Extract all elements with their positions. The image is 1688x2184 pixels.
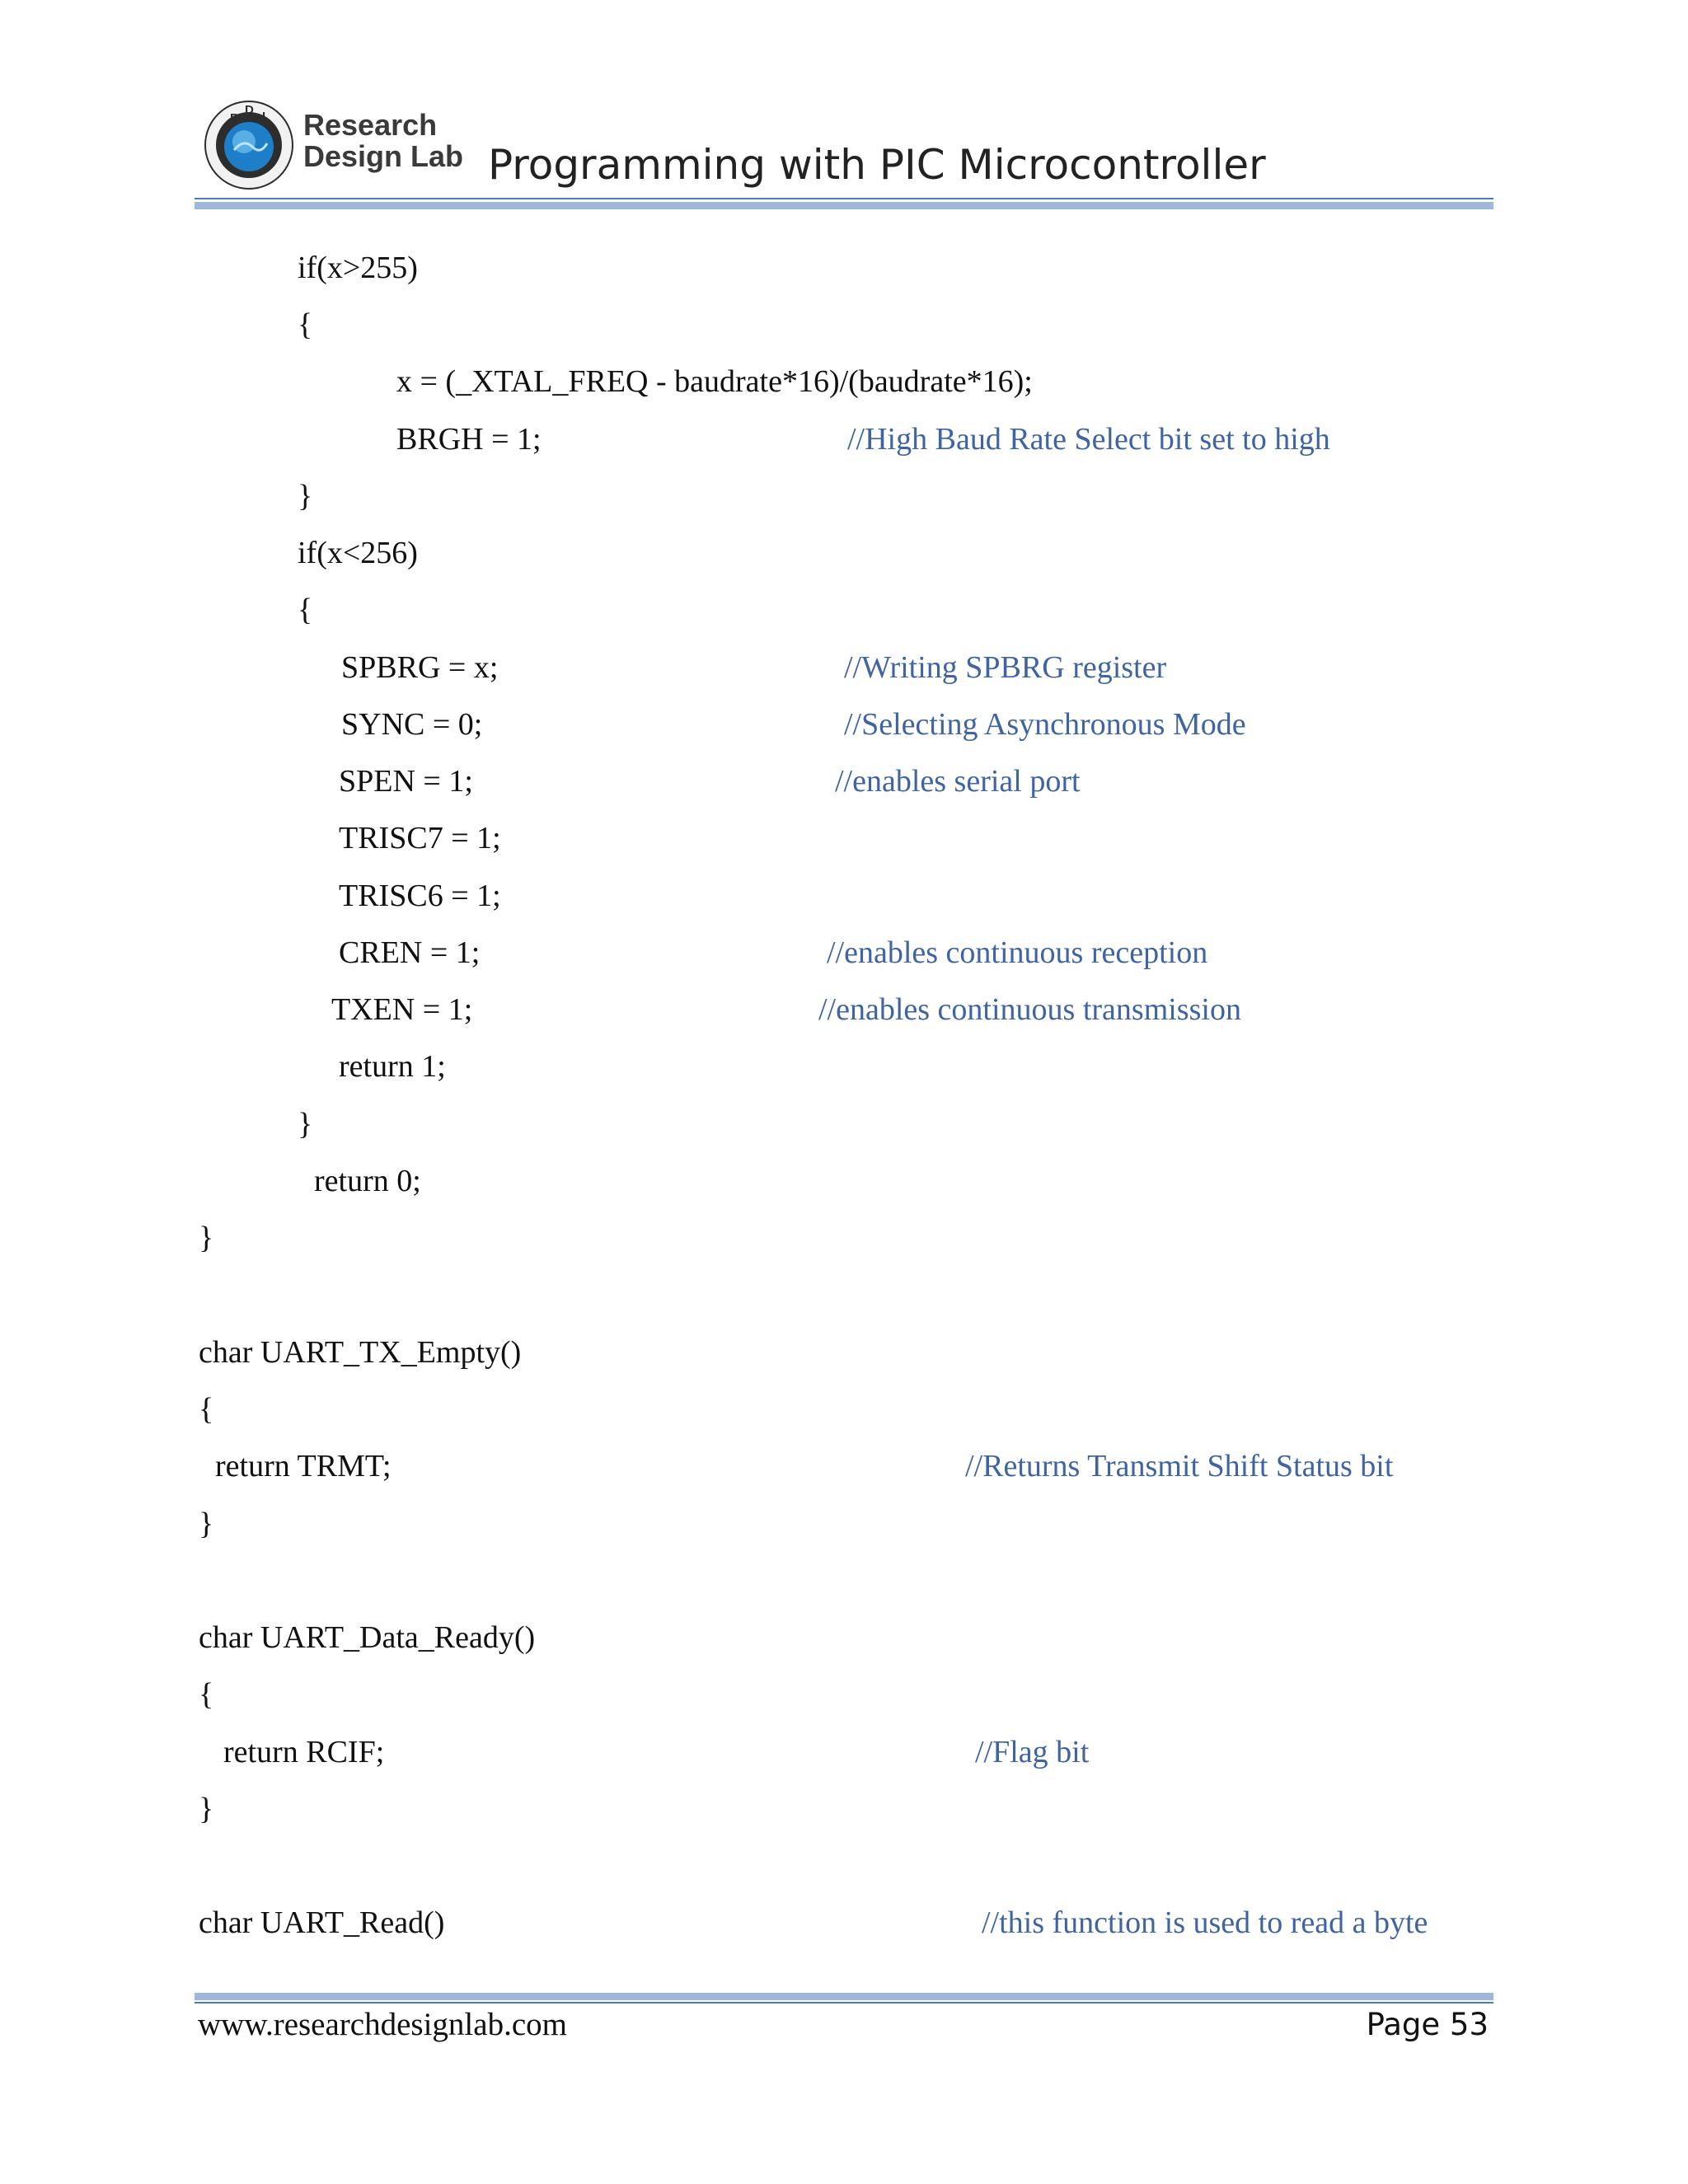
- code-line: char UART_Read(): [199, 1905, 445, 1940]
- page-title: Programming with PIC Microcontroller: [488, 141, 1266, 189]
- logo-letter-l: L: [262, 110, 270, 124]
- code-line: {: [298, 307, 313, 342]
- code-line: {: [199, 1677, 214, 1712]
- logo-letter-d: D: [245, 103, 254, 117]
- code-line: BRGH = 1;: [396, 422, 542, 457]
- code-line: if(x>255): [298, 251, 418, 285]
- brand-name-line1: Research: [303, 108, 438, 142]
- code-line: x = (_XTAL_FREQ - baudrate*16)/(baudrate*16);: [396, 364, 1033, 399]
- code-line: SYNC = 0;: [341, 707, 483, 742]
- code-line: return TRMT;: [215, 1449, 392, 1483]
- code-line: SPEN = 1;: [339, 764, 473, 799]
- code-comment: //enables serial port: [835, 764, 1081, 799]
- code-line: return 0;: [314, 1164, 421, 1198]
- code-line: }: [298, 1107, 313, 1141]
- code-line: CREN = 1;: [339, 935, 481, 970]
- logo-letter-r: R: [230, 111, 239, 125]
- code-line: {: [298, 593, 313, 627]
- code-line: TXEN = 1;: [331, 992, 473, 1027]
- footer-rule-thick: [195, 1993, 1493, 2000]
- header-rule-thick: [195, 202, 1493, 209]
- header-rule-thin: [195, 198, 1493, 199]
- code-line: }: [199, 1221, 214, 1255]
- code-line: }: [298, 479, 313, 513]
- page-number: Page 53: [1366, 2007, 1489, 2042]
- code-comment: //Selecting Asynchronous Mode: [844, 707, 1246, 742]
- code-line: if(x<256): [298, 536, 418, 570]
- code-line: return 1;: [339, 1049, 446, 1084]
- code-comment: //Flag bit: [975, 1735, 1090, 1769]
- footer-website-link[interactable]: www.researchdesignlab.com: [198, 2007, 567, 2042]
- code-line: return RCIF;: [223, 1735, 385, 1769]
- code-comment: //this function is used to read a byte: [982, 1905, 1428, 1940]
- code-line: {: [199, 1392, 214, 1427]
- brand-name-line2: Design Lab: [303, 139, 464, 173]
- code-line: char UART_Data_Ready(): [199, 1620, 536, 1655]
- footer-rule-thin: [195, 2002, 1493, 2004]
- code-line: TRISC7 = 1;: [339, 821, 501, 855]
- rdl-logo-icon: [203, 99, 295, 191]
- code-comment: //High Baud Rate Select bit set to high: [847, 422, 1330, 457]
- page-header: [0, 0, 1688, 223]
- code-comment: //enables continuous transmission: [818, 992, 1241, 1027]
- code-line: }: [199, 1507, 214, 1541]
- code-line: SPBRG = x;: [341, 650, 499, 685]
- code-line: TRISC6 = 1;: [339, 879, 501, 913]
- code-comment: //Returns Transmit Shift Status bit: [965, 1449, 1394, 1483]
- code-line: char UART_TX_Empty(): [199, 1335, 522, 1370]
- code-line: }: [199, 1792, 214, 1826]
- code-comment: //Writing SPBRG register: [844, 650, 1167, 685]
- code-comment: //enables continuous reception: [827, 935, 1208, 970]
